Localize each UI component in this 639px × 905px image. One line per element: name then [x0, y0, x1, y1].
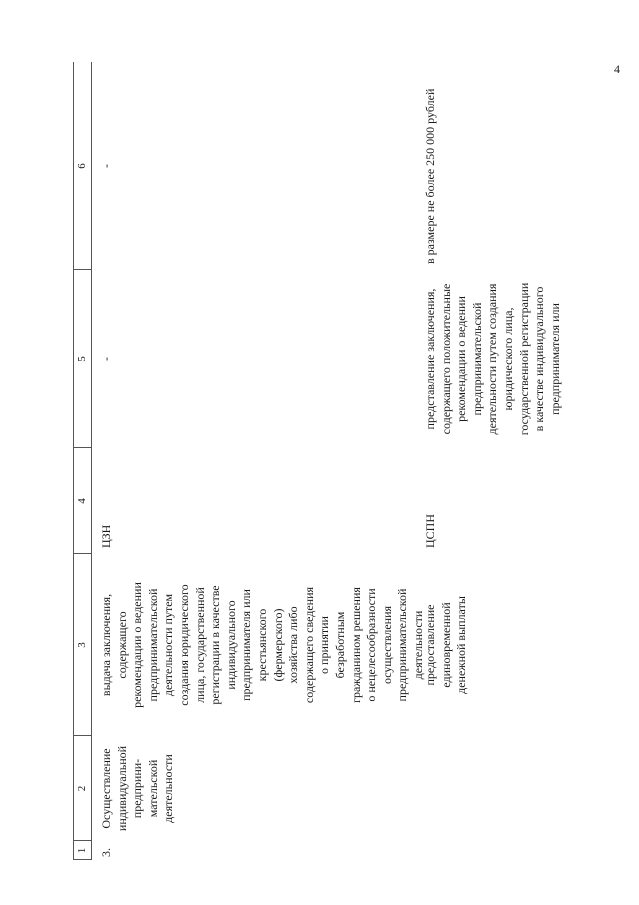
row-number: 3.	[99, 848, 113, 857]
organization-cell: ЦЗН	[99, 524, 113, 548]
column-number-5: 5	[76, 356, 88, 362]
column-number-4: 4	[76, 498, 88, 504]
amount-cell: в размере не более 250 000 рублей	[423, 88, 437, 264]
column-number-3: 3	[76, 642, 88, 648]
document-cell: предоставление единовременной денежной выплаты	[423, 596, 469, 694]
rotated-table	[73, 60, 573, 860]
header-row-border	[91, 62, 92, 860]
condition-cell: представление заключения, содержащего положительные рекомендации о ведении предпринимательской деятельности путем создания юридического лица, государственной регистрации в качестве индивидуального предпринимателя или	[423, 282, 562, 436]
column-number-2: 2	[76, 785, 88, 792]
page-number: 4	[614, 62, 620, 76]
activity-cell: Осуществление индивидуальной предприни- мательской деятельности	[99, 745, 176, 832]
amount-cell: -	[99, 164, 113, 168]
column-number-1: 1	[76, 847, 88, 854]
organization-cell: ЦСПН	[423, 513, 437, 548]
document-cell: выдача заключения, содержащего рекомендации о ведении предпринимательской деятельности путем создания юридического лица, государственной регистрации в качестве индивидуального предпринимателя или крестьянского (фермерского) хозяйства либо содержащего сведения о принятии безработным гражданином решения о нецелесообразности осуществления предпринимательской деятельности	[99, 582, 425, 708]
condition-cell: -	[99, 357, 113, 361]
column-number-6: 6	[76, 163, 88, 169]
